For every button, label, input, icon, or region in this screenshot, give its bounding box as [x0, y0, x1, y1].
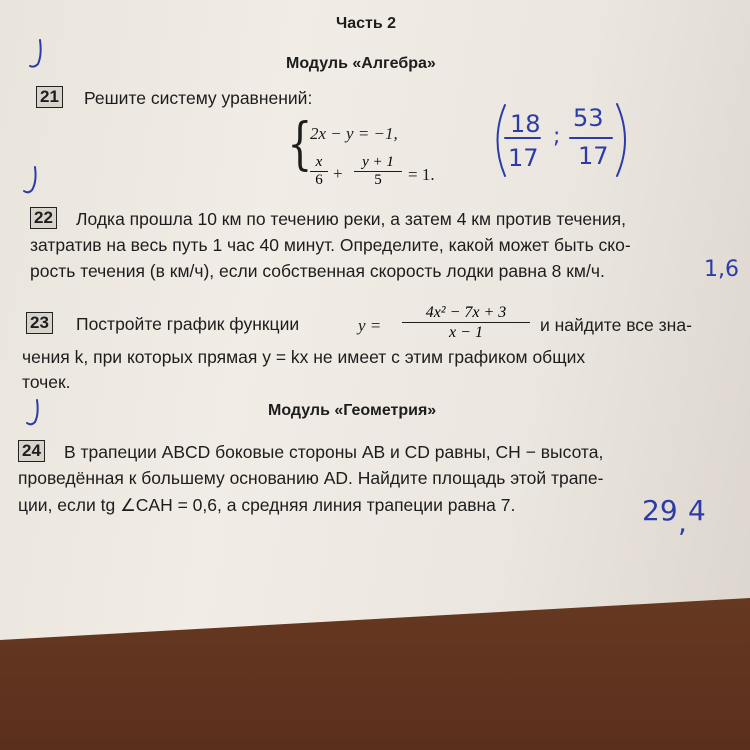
task-number-24: 24 — [18, 440, 45, 462]
answer-21-y-denominator: 17 — [578, 142, 609, 170]
task-number-22: 22 — [30, 207, 57, 229]
task-23-line-2: чения k, при которых прямая y = kx не имеет с этим графиком общих — [22, 347, 586, 367]
plus-sign: + — [333, 164, 343, 183]
fraction-numerator: y + 1 — [362, 154, 394, 170]
task-22-line-3: рость течения (в км/ч), если собственная скорость лодки равна 8 км/ч. — [30, 261, 605, 281]
fraction-denominator: x − 1 — [449, 324, 483, 341]
task-21-text: Решите систему уравнений: — [84, 88, 313, 108]
task-24-line-2: проведённая к большему основанию AD. Найдите площадь этой трапе- — [18, 468, 604, 488]
fraction-numerator: 4x² − 7x + 3 — [425, 304, 507, 321]
task-23-line-1-post: и найдите все зна- — [540, 315, 692, 335]
left-paren-icon — [498, 105, 506, 176]
task-24-line-1: В трапеции ABCD боковые стороны AB и CD равны, CH − высота, — [64, 442, 604, 462]
equation-2-rhs: = 1. — [408, 165, 435, 184]
task-22-line-1: Лодка прошла 10 км по течению реки, а затем 4 км против течения, — [76, 209, 626, 229]
part-heading: Часть 2 — [336, 15, 397, 32]
answer-21-x-denominator: 17 — [508, 144, 539, 172]
task-number-23: 23 — [26, 312, 53, 334]
system-brace: { — [287, 112, 313, 177]
answer-21-y-numerator: 53 — [573, 104, 604, 132]
fraction-denominator: 5 — [374, 172, 382, 188]
task-23-line-1-pre: Постройте график функции — [76, 314, 300, 334]
equation-1: 2x − y = −1, — [310, 124, 398, 143]
right-paren-icon — [617, 104, 625, 176]
checkmark-icon — [30, 40, 41, 67]
answer-24-fraction: 4 — [688, 494, 706, 527]
answer-24-whole: 29 — [642, 494, 678, 527]
answer-21-separator: ; — [553, 124, 561, 149]
task-23-line-3: точек. — [22, 372, 71, 392]
checkmark-icon — [24, 167, 36, 192]
fraction-numerator: x — [315, 154, 323, 170]
task-24-line-3: ции, если tg ∠CAH = 0,6, а средняя линия трапеции равна 7. — [18, 495, 516, 515]
task-number-21: 21 — [36, 86, 63, 108]
y-equals: y = — [358, 316, 382, 335]
task-22-line-2: затратив на весь путь 1 час 40 минут. Определите, какой может быть ско- — [30, 235, 631, 255]
answer-24-comma: , — [678, 506, 687, 539]
answer-22: 1,6 — [704, 257, 739, 282]
module-algebra-heading: Модуль «Алгебра» — [286, 55, 436, 72]
answer-21-x-numerator: 18 — [510, 110, 541, 138]
fraction-denominator: 6 — [315, 172, 323, 188]
module-geometry-heading: Модуль «Геометрия» — [268, 402, 437, 419]
checkmark-icon — [27, 400, 38, 424]
